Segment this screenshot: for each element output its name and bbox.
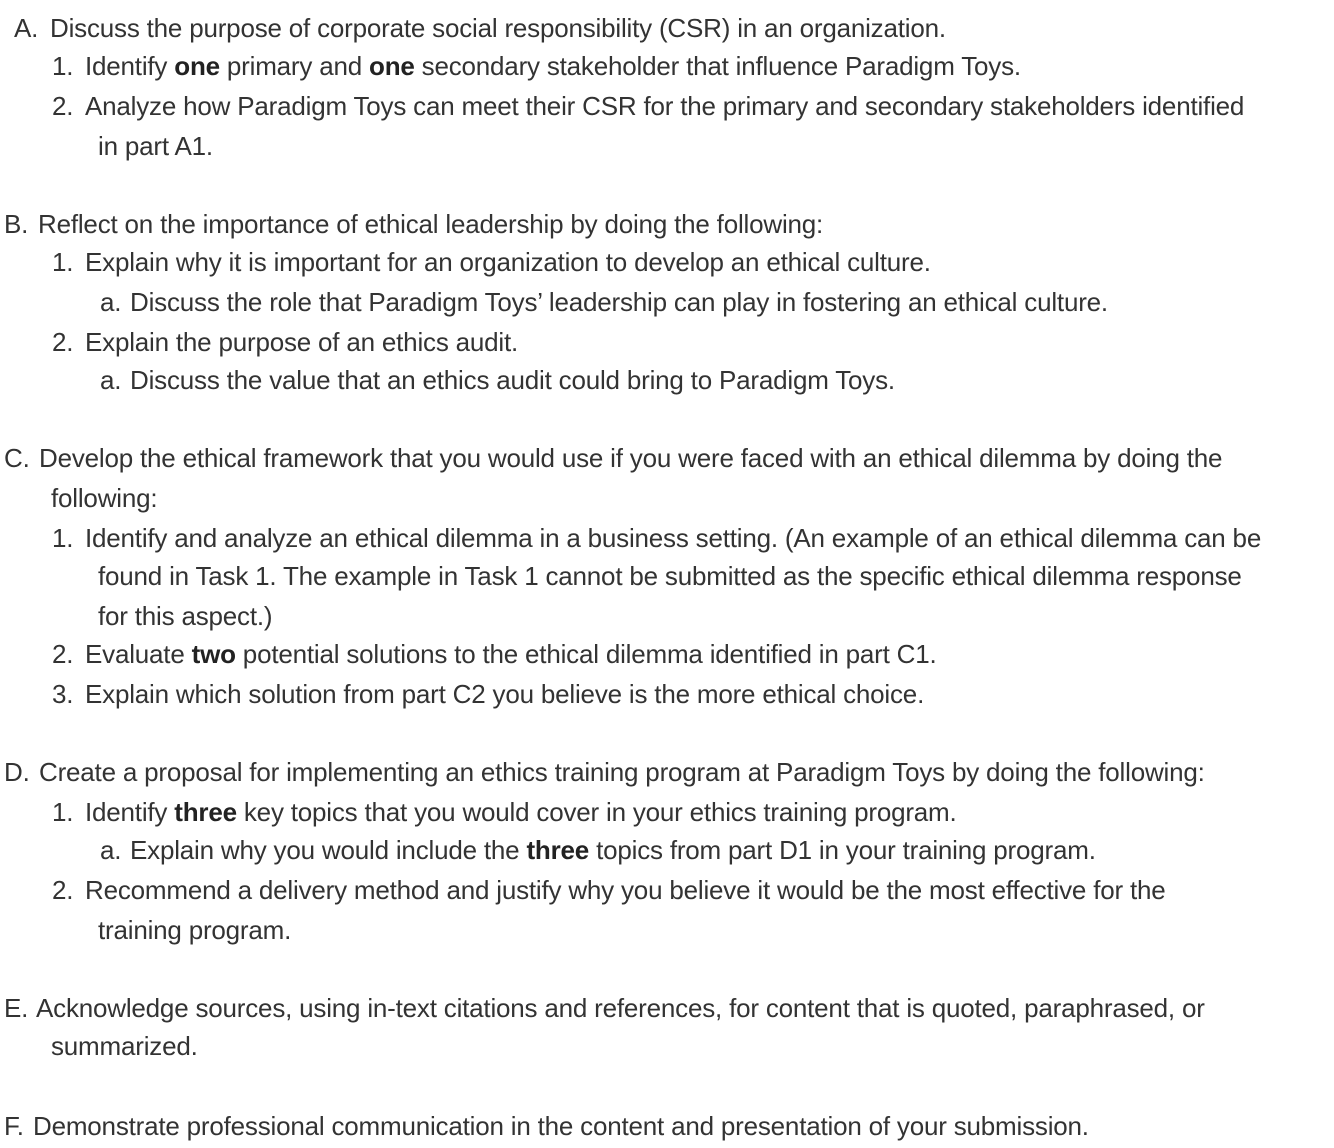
list-item: 1. Identify three key topics that you would cover in your ethics training program. [52, 797, 957, 827]
item-marker: 2. [52, 875, 74, 905]
section-heading [4, 209, 823, 239]
list-item [52, 91, 1244, 121]
section-heading [4, 993, 1205, 1023]
section-marker: B. [4, 209, 29, 239]
sub-item: a. Explain why you would include the three topics from part D1 in your training program. [100, 835, 1096, 865]
sub-item [100, 287, 1108, 317]
list-item: 1. Identify one primary and one secondary stakeholder that influence Paradigm Toys. [52, 51, 1021, 81]
section-heading [4, 1111, 1089, 1141]
item-continuation: found in Task 1. The example in Task 1 cannot be submitted as the specific ethical dilemma response [98, 561, 1242, 591]
section-marker: F. [4, 1111, 24, 1141]
item-text: Explain the purpose of an ethics audit. [85, 327, 519, 357]
emphasis: two [191, 639, 236, 669]
section-marker: A. [14, 13, 39, 43]
item-continuation: training program. [98, 915, 292, 945]
item-continuation: for this aspect.) [98, 601, 273, 631]
item-marker: 2. [52, 327, 74, 357]
item-marker: 1. [52, 797, 74, 827]
subitem-text: Discuss the value that an ethics audit could bring to Paradigm Toys. [130, 365, 895, 395]
section-text: Develop the ethical framework that you would use if you were faced with an ethical dilemma by doing the [39, 443, 1223, 473]
list-item [52, 523, 1261, 553]
list-item [52, 875, 1166, 905]
list-item: 2. Evaluate two potential solutions to the ethical dilemma identified in part C1. [52, 639, 937, 669]
sub-item [100, 365, 895, 395]
section-text: Acknowledge sources, using in-text citations and references, for content that is quoted, paraphrased, or [36, 993, 1205, 1023]
item-marker: 2. [52, 639, 74, 669]
section-marker: D. [4, 757, 30, 787]
item-text: Identify and analyze an ethical dilemma in a business setting. (An example of an ethical dilemma can be [85, 523, 1262, 553]
list-item [52, 679, 924, 709]
item-marker: 2. [52, 91, 74, 121]
section-marker: C. [4, 443, 30, 473]
item-marker: 3. [52, 679, 74, 709]
list-item [52, 247, 931, 277]
section-text: Create a proposal for implementing an ethics training program at Paradigm Toys by doing the following: [39, 757, 1205, 787]
item-text: Explain why it is important for an organization to develop an ethical culture. [85, 247, 931, 277]
section-marker: E. [4, 993, 29, 1023]
emphasis: three [526, 835, 590, 865]
section-text: Discuss the purpose of corporate social responsibility (CSR) in an organization. [50, 13, 946, 43]
subitem-marker: a. [100, 835, 122, 865]
section-heading [4, 757, 1205, 787]
section-continuation: following: [51, 483, 158, 513]
section-text: Demonstrate professional communication in the content and presentation of your submission. [33, 1111, 1089, 1141]
item-text: Recommend a delivery method and justify why you believe it would be the most effective for the [85, 875, 1166, 905]
section-continuation: summarized. [51, 1031, 198, 1061]
list-item [52, 327, 518, 357]
item-continuation: in part A1. [98, 131, 213, 161]
section-heading [4, 443, 1222, 473]
item-marker: 1. [52, 51, 74, 81]
emphasis: one [369, 51, 415, 81]
subitem-marker: a. [100, 365, 122, 395]
section-heading [14, 13, 946, 43]
subitem-text: Discuss the role that Paradigm Toys’ leadership can play in fostering an ethical culture. [130, 287, 1108, 317]
subitem-marker: a. [100, 287, 122, 317]
item-text: Analyze how Paradigm Toys can meet their CSR for the primary and secondary stakeholders identified [85, 91, 1245, 121]
section-text: Reflect on the importance of ethical leadership by doing the following: [38, 209, 824, 239]
item-marker: 1. [52, 523, 74, 553]
item-marker: 1. [52, 247, 74, 277]
item-text: Explain which solution from part C2 you believe is the more ethical choice. [85, 679, 925, 709]
emphasis: three [174, 797, 237, 827]
emphasis: one [174, 51, 220, 81]
